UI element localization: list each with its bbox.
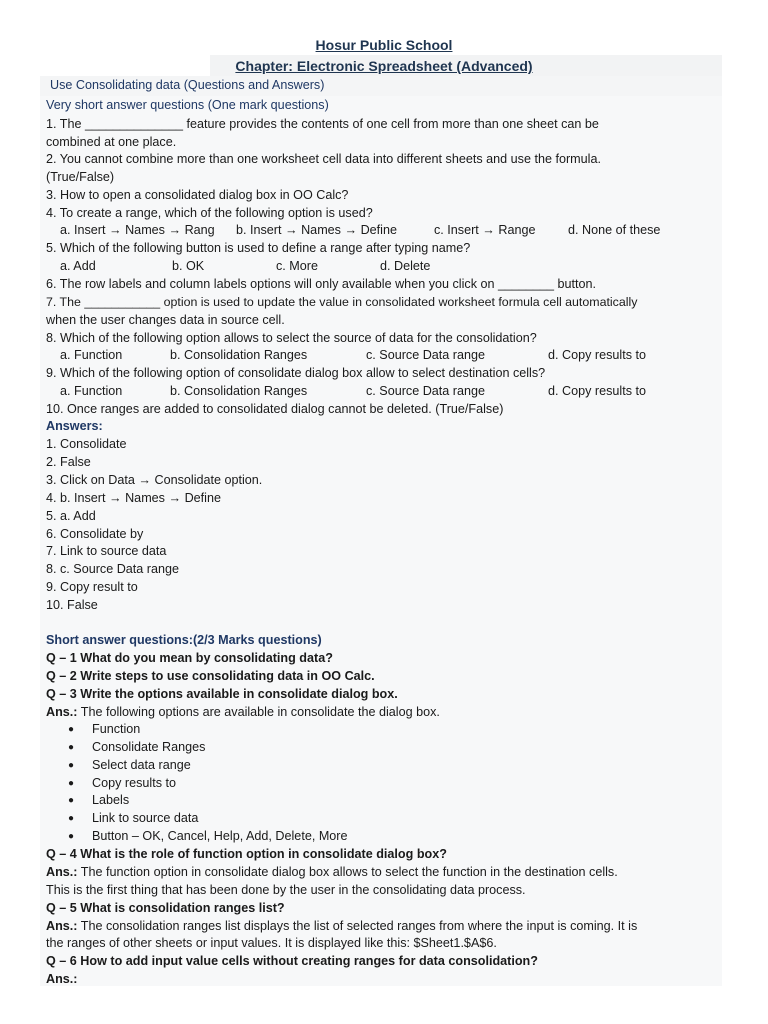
short-answer-4-line-1	[46, 864, 618, 880]
answer-item: 6. Consolidate by	[46, 527, 144, 541]
answer-item: 1. Consolidate	[46, 437, 127, 451]
option-list-item: Link to source data	[92, 811, 199, 825]
short-answer-4-text: The function option in consolidate dialog box allows to select the function in the destination cells.	[77, 865, 618, 879]
vsa-heading: Very short answer questions (One mark questions)	[46, 98, 329, 112]
question-9-option-a: a. Function	[60, 384, 123, 398]
question-4-option-b: b. Insert → Names → Define	[236, 223, 397, 237]
question-9-option-c: c. Source Data range	[366, 384, 486, 398]
question-9: 9. Which of the following option of consolidate dialog box allow to select destination cells?	[46, 366, 546, 380]
question-5-option-d: d. Delete	[380, 259, 431, 273]
answers-heading: Answers:	[46, 419, 103, 433]
bullet-icon: ●	[68, 724, 75, 735]
bullet-icon: ●	[68, 795, 75, 806]
question-8-option-c: c. Source Data range	[366, 348, 486, 362]
option-list-item: Copy results to	[92, 776, 176, 790]
short-question-5: Q – 5 What is consolidation ranges list?	[46, 901, 285, 915]
answer-item: 3. Click on Data → Consolidate option.	[46, 473, 263, 487]
short-question-3: Q – 3 Write the options available in consolidate dialog box.	[46, 687, 398, 701]
short-question-1: Q – 1 What do you mean by consolidating data?	[46, 651, 333, 665]
question-2-line-2: (True/False)	[46, 170, 115, 184]
short-question-4: Q – 4 What is the role of function option in consolidate dialog box?	[46, 847, 447, 861]
ans-label: Ans.:	[46, 705, 78, 719]
question-1-line-2: combined at one place.	[46, 135, 177, 149]
school-title: Hosur Public School	[315, 37, 453, 53]
question-7-line-1: 7. The ___________ option is used to update the value in consolidated worksheet formula cell automatically	[46, 295, 638, 309]
answer-item: 7. Link to source data	[46, 544, 167, 558]
question-5-option-b: b. OK	[172, 259, 205, 273]
answer-item: 5. a. Add	[46, 509, 96, 523]
question-9-option-b: b. Consolidation Ranges	[170, 384, 308, 398]
bullet-icon: ●	[68, 778, 75, 789]
short-answer-5-text: The consolidation ranges list displays the list of selected ranges from where the input is coming. It is	[77, 919, 638, 933]
answer-item: 2. False	[46, 455, 91, 469]
option-list-item: Select data range	[92, 758, 191, 772]
short-answer-3	[46, 704, 440, 720]
question-6: 6. The row labels and column labels options will only available when you click on ________ button.	[46, 277, 597, 291]
short-answer-4-line-2: This is the first thing that has been done by the user in the consolidating data process.	[46, 883, 526, 897]
short-question-2: Q – 2 Write steps to use consolidating data in OO Calc.	[46, 669, 375, 683]
bullet-icon: ●	[68, 742, 75, 753]
question-8-option-d: d. Copy results to	[548, 348, 646, 362]
question-9-option-d: d. Copy results to	[548, 384, 646, 398]
question-1-line-1: 1. The ______________ feature provides the contents of one cell from more than one sheet can be	[46, 117, 599, 131]
question-5: 5. Which of the following button is used to define a range after typing name?	[46, 241, 471, 255]
bullet-icon: ●	[68, 831, 75, 842]
answer-item: 8. c. Source Data range	[46, 562, 180, 576]
option-list-item: Consolidate Ranges	[92, 740, 206, 754]
short-answer-5-line-1	[46, 918, 637, 934]
bullet-icon: ●	[68, 760, 75, 771]
chapter-title: Chapter: Electronic Spreadsheet (Advanced)	[235, 58, 533, 74]
bullet-icon: ●	[68, 813, 75, 824]
question-3: 3. How to open a consolidated dialog box in OO Calc?	[46, 188, 349, 202]
topic-subtitle: Use Consolidating data (Questions and Answers)	[50, 78, 325, 92]
answer-item: 10. False	[46, 598, 98, 612]
question-8-option-a: a. Function	[60, 348, 123, 362]
question-2-line-1: 2. You cannot combine more than one worksheet cell data into different sheets and use the formula.	[46, 152, 601, 166]
answer-item: 9. Copy result to	[46, 580, 138, 594]
short-question-6: Q – 6 How to add input value cells without creating ranges for data consolidation?	[46, 954, 538, 968]
question-4-option-d: d. None of these	[568, 223, 661, 237]
option-list-item: Function	[92, 722, 141, 736]
option-list-item: Labels	[92, 793, 130, 807]
question-4-option-c: c. Insert → Range	[434, 223, 536, 237]
question-8: 8. Which of the following option allows to select the source of data for the consolidation?	[46, 331, 537, 345]
question-4-option-a: a. Insert → Names → Rang	[60, 223, 215, 237]
short-answer-heading: Short answer questions:(2/3 Marks questions)	[46, 633, 322, 647]
question-5-option-a: a. Add	[60, 259, 96, 273]
short-answer-5-line-2: the ranges of other sheets or input values. It is displayed like this: $Sheet1.$A$6.	[46, 936, 497, 950]
question-4: 4. To create a range, which of the following option is used?	[46, 206, 373, 220]
short-answer-6-label: Ans.:	[46, 972, 78, 986]
ans-label: Ans.:	[46, 865, 78, 879]
answer-item: 4. b. Insert → Names → Define	[46, 491, 221, 505]
question-10: 10. Once ranges are added to consolidated dialog cannot be deleted. (True/False)	[46, 402, 504, 416]
question-5-option-c: c. More	[276, 259, 318, 273]
option-list-item: Button – OK, Cancel, Help, Add, Delete, More	[92, 829, 348, 843]
question-7-line-2: when the user changes data in source cell.	[46, 313, 285, 327]
short-answer-3-text: The following options are available in consolidate the dialog box.	[77, 705, 440, 719]
ans-label: Ans.:	[46, 919, 78, 933]
question-8-option-b: b. Consolidation Ranges	[170, 348, 308, 362]
